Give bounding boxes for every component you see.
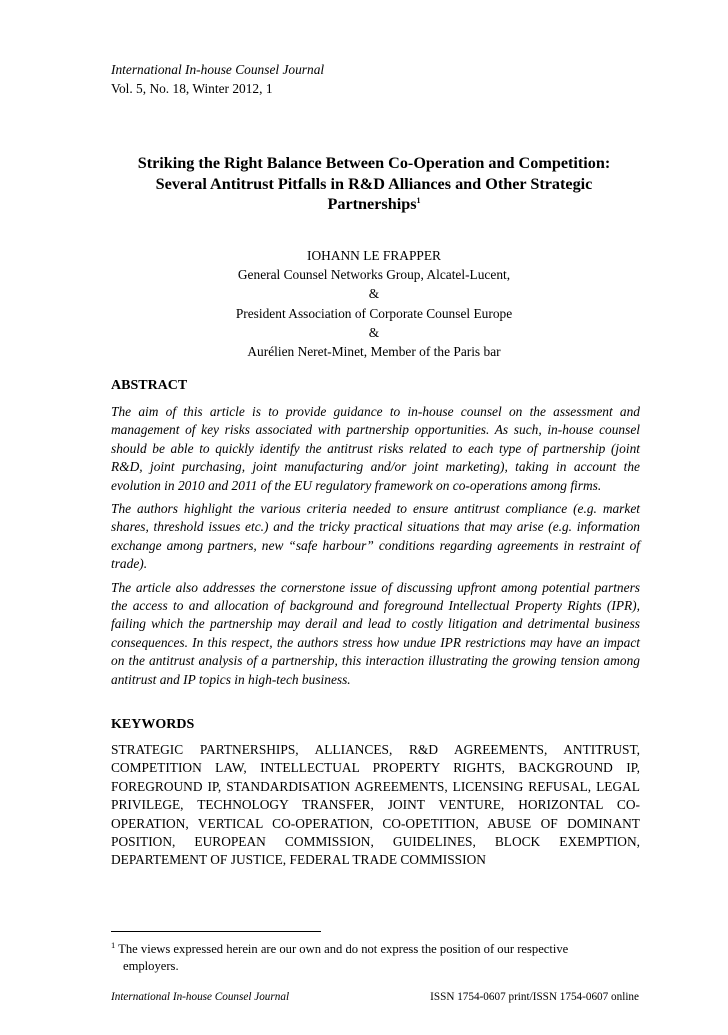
article-title: [108, 153, 640, 215]
footnote-mark: 1: [111, 940, 116, 950]
running-header: [111, 60, 324, 98]
abstract-paragraph: The authors highlight the various criteria needed to ensure antitrust compliance (e.g. market shares, threshold issues etc.) and the tricky practical situations that may arise (e.g. information exchange among partners, new “safe harbour” conditions regarding agreements in restraint of trade).: [111, 501, 640, 572]
title-line-3: [108, 194, 640, 215]
title-line-3-text: Partnerships: [327, 195, 417, 213]
abstract-heading: ABSTRACT: [111, 378, 188, 393]
footnote-line-1: [111, 941, 640, 958]
author-ampersand-1: &: [368, 286, 380, 302]
title-line-1: Striking the Right Balance Between Co-Operation and Competition:: [137, 154, 611, 172]
title-line-2: Several Antitrust Pitfalls in R&D Alliances and Other Strategic: [155, 174, 593, 193]
footer-issn: ISSN 1754-0607 print/ISSN 1754-0607 online: [430, 991, 639, 1003]
author-affiliation-1: General Counsel Networks Group, Alcatel-Lucent,: [237, 267, 511, 283]
footnote-text: The views expressed herein are our own and do not express the position of our respective: [118, 942, 569, 956]
abstract-paragraph: The article also addresses the cornerstone issue of discussing upfront among potential partners the access to and allocation of background and foreground Intellectual Property Rights (IPR), failing which the partnership may derail and lead to costly litigation and detrimental business consequences. In this respect, the authors stress how undue IPR restrictions may have an impact on the antitrust analysis of a partnership, this interaction illustrating the growing tension among antitrust and IP topics in high-tech business.: [111, 579, 640, 687]
author-block: [108, 246, 640, 361]
footnote: [111, 941, 640, 975]
coauthor-name: Aurélien Neret-Minet, Member of the Paris bar: [247, 344, 501, 360]
author-ampersand-2: &: [368, 324, 380, 340]
abstract-paragraph: The aim of this article is to provide guidance to in-house counsel on the assessment and management of key risks associated with partnership opportunities. As such, in-house counsel should be able to quickly identify the antitrust risks related to each type of partnership (joint R&D, joint purchasing, joint manufacturing and/or joint marketing), taking in account the evolution in 2010 and 2011 of the EU regulatory framework on co-operations among firms.: [111, 404, 640, 493]
header-journal-name: International In-house Counsel Journal: [111, 62, 325, 77]
title-footnote-mark[interactable]: 1: [416, 196, 421, 205]
abstract-body: [111, 403, 640, 694]
keywords-heading: KEYWORDS: [111, 717, 195, 732]
footnote-divider: [111, 931, 321, 932]
footer-journal-name: International In-house Counsel Journal: [111, 991, 290, 1003]
header-volume: Vol. 5, No. 18, Winter 2012, 1: [111, 81, 273, 96]
author-name: IOHANN LE FRAPPER: [307, 248, 441, 263]
footnote-line-2: employers.: [123, 959, 179, 973]
keywords-list: STRATEGIC PARTNERSHIPS, ALLIANCES, R&D AGREEMENTS, ANTITRUST, COMPETITION LAW, INTELLECTUAL PROPERTY RIGHTS, BACKGROUND IP, FOREGROUND IP, STANDARDISATION AGREEMENTS, LICENSING REFUSAL, LEGAL PRIVILEGE, TECHNOLOGY TRANSFER, JOINT VENTURE, HORIZONTAL CO-OPERATION, VERTICAL CO-OPERATION, CO-OPETITION, ABUSE OF DOMINANT POSITION, EUROPEAN COMMISSION, GUIDELINES, BLOCK EXEMPTION, DEPARTEMENT OF JUSTICE, FEDERAL TRADE COMMISSION: [111, 742, 640, 868]
author-affiliation-2: President Association of Corporate Counsel Europe: [235, 305, 513, 321]
